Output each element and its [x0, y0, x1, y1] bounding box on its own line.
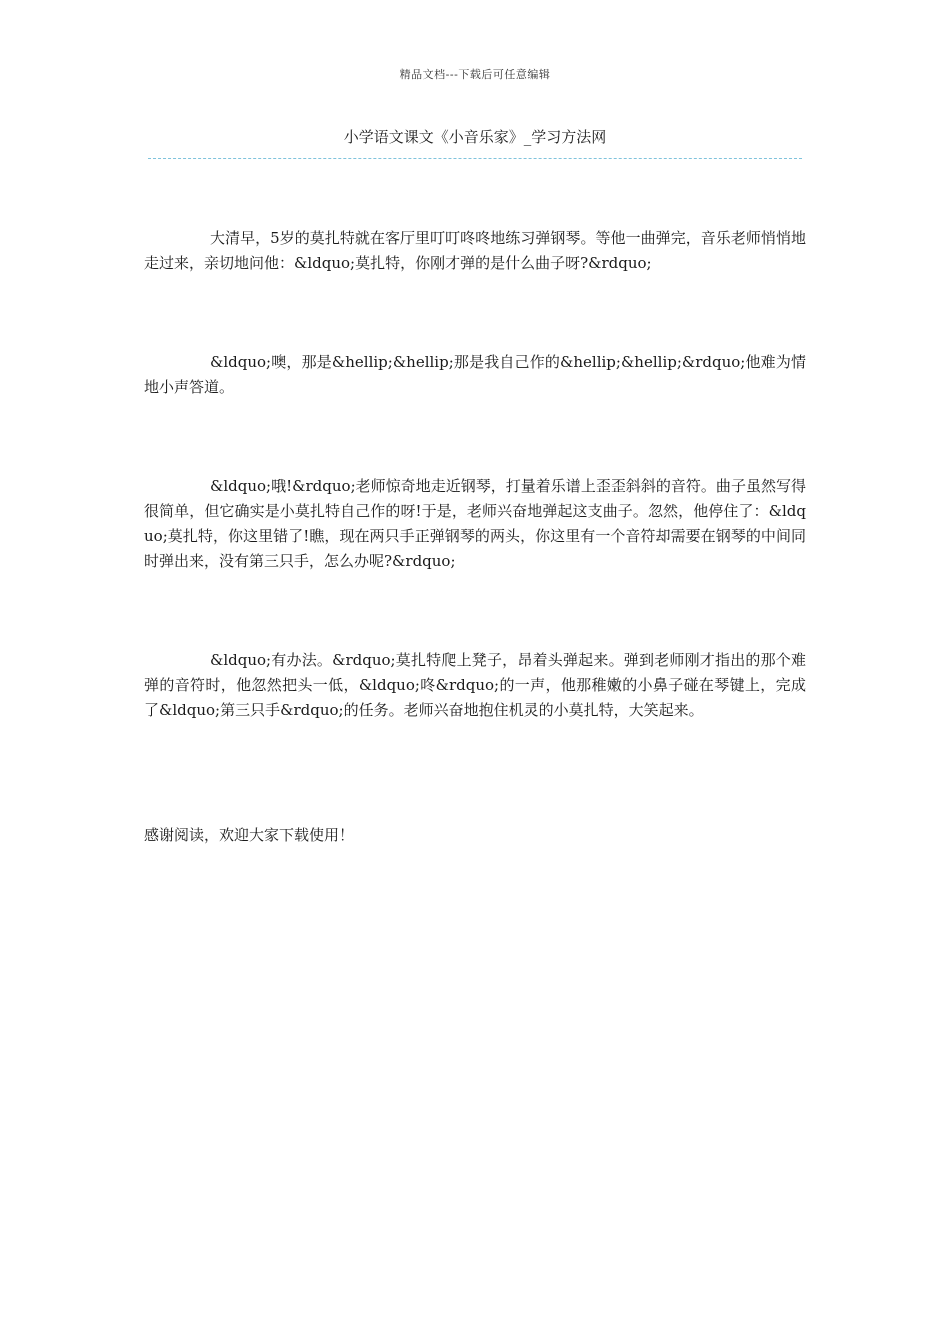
paragraph-1: 大清早，5岁的莫扎特就在客厅里叮叮咚咚地练习弹钢琴。等他一曲弹完，音乐老师悄悄地走过来，亲切地问他：&ldquo;莫扎特，你刚才弹的是什么曲子呀?&rdquo; [144, 229, 806, 272]
closing-note: 感谢阅读，欢迎大家下载使用！ [144, 826, 355, 844]
document-title: 小学语文课文《小音乐家》_学习方法网 [343, 128, 607, 146]
title-divider [148, 158, 802, 159]
paragraph-3: &ldquo;哦!&rdquo;老师惊奇地走近钢琴，打量着乐谱上歪歪斜斜的音符。曲子虽然写得很简单，但它确实是小莫扎特自己作的呀!于是，老师兴奋地弹起这支曲子。忽然，他停住了：&ldquo;莫扎特，你这里错了!瞧，现在两只手正弹钢琴的两头，你这里有一个音符却需要在钢琴的中间同时弹出来，没有第三只手，怎么办呢?&rdquo; [144, 477, 806, 570]
document-body [144, 226, 806, 848]
page-header: 精品文档---下载后可任意编辑 [399, 68, 551, 81]
paragraph-4: &ldquo;有办法。&rdquo;莫扎特爬上凳子，昂着头弹起来。弹到老师刚才指出的那个难弹的音符时，他忽然把头一低，&ldquo;咚&rdquo;的一声，他那稚嫩的小鼻子碰在琴键上，完成了&ldquo;第三只手&rdquo;的任务。老师兴奋地抱住机灵的小莫扎特，大笑起来。 [144, 651, 806, 719]
paragraph-2: &ldquo;噢，那是&hellip;&hellip;那是我自己作的&hellip;&hellip;&rdquo;他难为情地小声答道。 [144, 353, 806, 396]
